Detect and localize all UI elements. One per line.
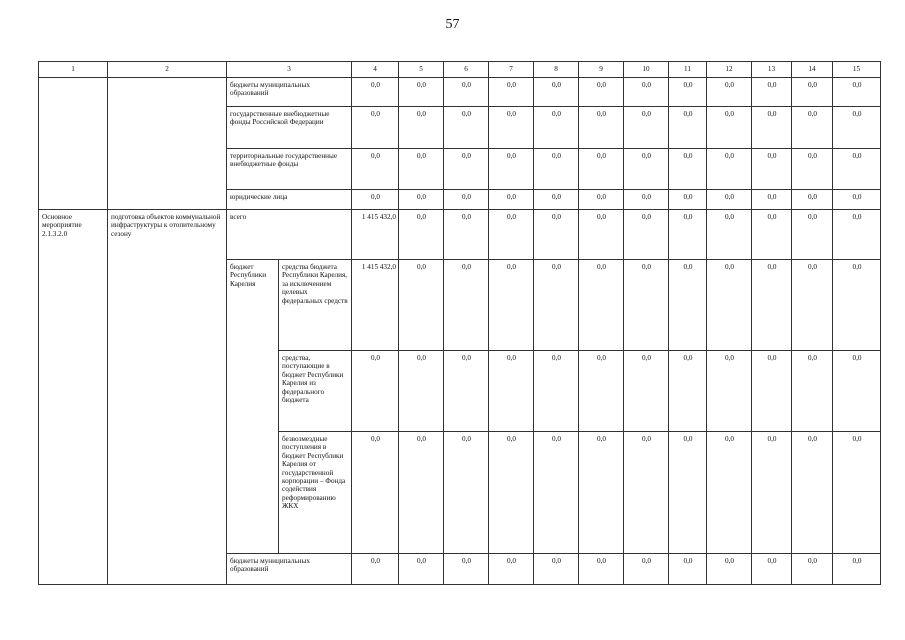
header-cell: 10 bbox=[624, 62, 669, 78]
value-cell: 0,0 bbox=[752, 554, 792, 585]
header-cell: 9 bbox=[579, 62, 624, 78]
value-cell: 0,0 bbox=[489, 351, 534, 432]
value-cell: 0,0 bbox=[624, 260, 669, 351]
value-cell: 0,0 bbox=[489, 432, 534, 554]
value-cell: 0,0 bbox=[352, 190, 399, 210]
value-cell: 0,0 bbox=[833, 351, 881, 432]
value-cell: 0,0 bbox=[534, 554, 579, 585]
value-cell: 0,0 bbox=[624, 351, 669, 432]
value-cell: 0,0 bbox=[579, 260, 624, 351]
value-cell: 0,0 bbox=[792, 351, 833, 432]
source-label: территориальные государственные внебюджетные фонды bbox=[227, 149, 352, 190]
value-cell: 0,0 bbox=[579, 554, 624, 585]
header-cell: 1 bbox=[39, 62, 108, 78]
value-cell: 0,0 bbox=[444, 78, 489, 107]
value-cell: 0,0 bbox=[399, 149, 444, 190]
value-cell: 0,0 bbox=[489, 554, 534, 585]
header-cell: 5 bbox=[399, 62, 444, 78]
source-label: юридические лица bbox=[227, 190, 352, 210]
value-cell: 0,0 bbox=[833, 210, 881, 260]
value-cell: 0,0 bbox=[534, 190, 579, 210]
value-cell: 0,0 bbox=[792, 554, 833, 585]
value-cell: 0,0 bbox=[624, 554, 669, 585]
header-cell: 8 bbox=[534, 62, 579, 78]
value-cell: 0,0 bbox=[669, 210, 707, 260]
value-cell: 0,0 bbox=[833, 149, 881, 190]
value-cell: 0,0 bbox=[352, 554, 399, 585]
value-cell: 0,0 bbox=[669, 149, 707, 190]
value-cell: 0,0 bbox=[489, 260, 534, 351]
value-cell: 0,0 bbox=[444, 190, 489, 210]
value-cell: 0,0 bbox=[833, 554, 881, 585]
value-cell: 0,0 bbox=[792, 210, 833, 260]
activity-code: Основное мероприятие 2.1.3.2.0 bbox=[39, 210, 108, 585]
value-cell: 0,0 bbox=[707, 432, 752, 554]
value-cell: 0,0 bbox=[489, 78, 534, 107]
value-cell: 0,0 bbox=[752, 351, 792, 432]
value-cell: 0,0 bbox=[534, 351, 579, 432]
value-cell: 0,0 bbox=[624, 78, 669, 107]
value-cell: 0,0 bbox=[579, 78, 624, 107]
value-cell: 0,0 bbox=[352, 351, 399, 432]
value-cell: 0,0 bbox=[669, 432, 707, 554]
value-cell: 0,0 bbox=[752, 190, 792, 210]
value-cell: 0,0 bbox=[579, 210, 624, 260]
value-cell: 0,0 bbox=[534, 432, 579, 554]
value-cell: 0,0 bbox=[752, 107, 792, 149]
value-cell: 0,0 bbox=[624, 210, 669, 260]
header-cell: 6 bbox=[444, 62, 489, 78]
value-cell: 0,0 bbox=[833, 107, 881, 149]
value-cell: 0,0 bbox=[489, 190, 534, 210]
value-cell: 0,0 bbox=[707, 260, 752, 351]
value-cell: 0,0 bbox=[707, 149, 752, 190]
table-row bbox=[39, 210, 881, 260]
header-cell: 11 bbox=[669, 62, 707, 78]
value-cell: 0,0 bbox=[792, 190, 833, 210]
page-number: 57 bbox=[445, 17, 460, 32]
value-cell: 0,0 bbox=[444, 351, 489, 432]
value-cell: 0,0 bbox=[579, 149, 624, 190]
value-cell: 0,0 bbox=[399, 107, 444, 149]
value-cell: 0,0 bbox=[399, 260, 444, 351]
value-cell: 0,0 bbox=[579, 351, 624, 432]
value-cell: 0,0 bbox=[833, 78, 881, 107]
value-cell: 0,0 bbox=[444, 432, 489, 554]
value-cell: 0,0 bbox=[534, 78, 579, 107]
value-cell: 0,0 bbox=[352, 78, 399, 107]
value-cell: 0,0 bbox=[707, 210, 752, 260]
budget-table bbox=[38, 61, 881, 585]
value-cell: 0,0 bbox=[444, 260, 489, 351]
source-label: бюджеты муниципальных образований bbox=[227, 554, 352, 585]
empty-cell bbox=[39, 78, 108, 210]
value-cell: 0,0 bbox=[707, 78, 752, 107]
value-cell: 0,0 bbox=[624, 149, 669, 190]
value-cell: 0,0 bbox=[579, 190, 624, 210]
value-cell: 0,0 bbox=[534, 210, 579, 260]
value-cell: 0,0 bbox=[707, 554, 752, 585]
value-cell: 0,0 bbox=[579, 107, 624, 149]
value-cell: 0,0 bbox=[624, 190, 669, 210]
value-cell: 0,0 bbox=[792, 107, 833, 149]
source-label: средства бюджета Республики Карелия, за исключением целевых федеральных средств bbox=[279, 260, 352, 351]
value-cell: 0,0 bbox=[707, 107, 752, 149]
activity-name: подготовка объектов коммунальной инфраструктуры к отопительному сезону bbox=[108, 210, 227, 585]
header-cell: 2 bbox=[108, 62, 227, 78]
value-cell: 1 415 432,0 bbox=[352, 210, 399, 260]
header-cell: 3 bbox=[227, 62, 352, 78]
source-label: государственные внебюджетные фонды Российской Федерации bbox=[227, 107, 352, 149]
header-cell: 13 bbox=[752, 62, 792, 78]
value-cell: 0,0 bbox=[669, 78, 707, 107]
value-cell: 0,0 bbox=[752, 149, 792, 190]
value-cell: 0,0 bbox=[833, 432, 881, 554]
value-cell: 0,0 bbox=[579, 432, 624, 554]
value-cell: 0,0 bbox=[489, 107, 534, 149]
value-cell: 0,0 bbox=[352, 432, 399, 554]
value-cell: 0,0 bbox=[669, 190, 707, 210]
value-cell: 0,0 bbox=[489, 149, 534, 190]
header-cell: 12 bbox=[707, 62, 752, 78]
value-cell: 0,0 bbox=[399, 351, 444, 432]
budget-group-label: бюджет Республики Карелия bbox=[227, 260, 279, 554]
value-cell: 0,0 bbox=[399, 78, 444, 107]
header-row bbox=[39, 62, 881, 78]
value-cell: 0,0 bbox=[752, 260, 792, 351]
value-cell: 0,0 bbox=[352, 107, 399, 149]
header-cell: 14 bbox=[792, 62, 833, 78]
header-cell: 15 bbox=[833, 62, 881, 78]
value-cell: 0,0 bbox=[752, 78, 792, 107]
value-cell: 0,0 bbox=[707, 190, 752, 210]
value-cell: 0,0 bbox=[534, 149, 579, 190]
value-cell: 0,0 bbox=[669, 351, 707, 432]
value-cell: 0,0 bbox=[792, 78, 833, 107]
value-cell: 0,0 bbox=[534, 107, 579, 149]
value-cell: 0,0 bbox=[352, 149, 399, 190]
empty-cell bbox=[108, 78, 227, 210]
value-cell: 0,0 bbox=[399, 190, 444, 210]
value-cell: 0,0 bbox=[833, 260, 881, 351]
value-cell: 0,0 bbox=[833, 190, 881, 210]
source-label: безвозмездные поступления в бюджет Республики Карелия от государственной корпорации – Фонда содействия реформированию ЖКХ bbox=[279, 432, 352, 554]
value-cell: 0,0 bbox=[792, 260, 833, 351]
header-cell: 7 bbox=[489, 62, 534, 78]
value-cell: 0,0 bbox=[669, 554, 707, 585]
value-cell: 0,0 bbox=[444, 210, 489, 260]
header-cell: 4 bbox=[352, 62, 399, 78]
value-cell: 0,0 bbox=[399, 432, 444, 554]
source-label: средства, поступающие в бюджет Республики Карелия из федерального бюджета bbox=[279, 351, 352, 432]
value-cell: 1 415 432,0 bbox=[352, 260, 399, 351]
value-cell: 0,0 bbox=[444, 107, 489, 149]
value-cell: 0,0 bbox=[669, 260, 707, 351]
value-cell: 0,0 bbox=[624, 107, 669, 149]
value-cell: 0,0 bbox=[444, 554, 489, 585]
table-row bbox=[39, 78, 881, 107]
source-label: всего bbox=[227, 210, 352, 260]
value-cell: 0,0 bbox=[792, 149, 833, 190]
value-cell: 0,0 bbox=[669, 107, 707, 149]
value-cell: 0,0 bbox=[489, 210, 534, 260]
source-label: бюджеты муниципальных образований bbox=[227, 78, 352, 107]
value-cell: 0,0 bbox=[752, 210, 792, 260]
value-cell: 0,0 bbox=[707, 351, 752, 432]
value-cell: 0,0 bbox=[792, 432, 833, 554]
value-cell: 0,0 bbox=[399, 554, 444, 585]
value-cell: 0,0 bbox=[752, 432, 792, 554]
value-cell: 0,0 bbox=[444, 149, 489, 190]
value-cell: 0,0 bbox=[534, 260, 579, 351]
value-cell: 0,0 bbox=[624, 432, 669, 554]
value-cell: 0,0 bbox=[399, 210, 444, 260]
